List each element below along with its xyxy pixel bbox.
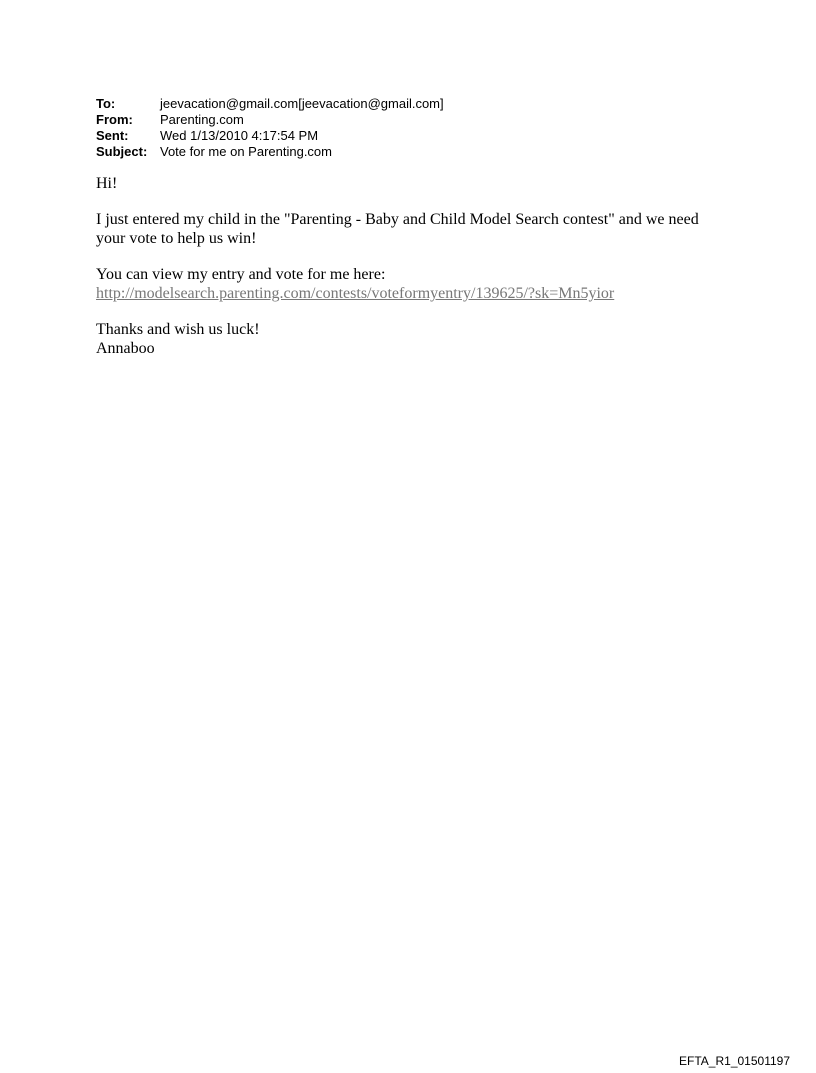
- sent-label: Sent:: [96, 128, 129, 143]
- document-id: EFTA_R1_01501197: [679, 1054, 790, 1068]
- email-header: [96, 96, 444, 160]
- greeting: Hi!: [96, 175, 118, 192]
- to-row: [96, 96, 444, 112]
- closing-text: Thanks and wish us luck!: [96, 321, 260, 338]
- sent-value: Wed 1/13/2010 4:17:54 PM: [160, 128, 319, 143]
- subject-row: [96, 144, 444, 160]
- vote-link[interactable]: http://modelsearch.parenting.com/contests/voteformyentry/139625/?sk=Mn5yior: [96, 285, 615, 302]
- body-paragraph-1-line-1: I just entered my child in the "Parenting - Baby and Child Model Search contest" and we need: [96, 211, 699, 228]
- from-value: Parenting.com: [160, 112, 244, 127]
- from-label: From:: [96, 112, 133, 127]
- body-paragraph-2-text: You can view my entry and vote for me here:: [96, 266, 386, 283]
- closing-paragraph: [96, 320, 736, 358]
- from-row: [96, 112, 444, 128]
- body-paragraph-2: [96, 265, 736, 303]
- subject-label: Subject:: [96, 144, 148, 159]
- signature: Annaboo: [96, 340, 155, 357]
- sent-row: [96, 128, 444, 144]
- email-body: [96, 174, 736, 375]
- to-value: jeevacation@gmail.com[jeevacation@gmail.com]: [160, 96, 444, 111]
- to-label: To:: [96, 96, 116, 111]
- subject-value: Vote for me on Parenting.com: [160, 144, 332, 159]
- body-paragraph-1-line-2: your vote to help us win!: [96, 230, 257, 247]
- body-paragraph-1: [96, 210, 736, 248]
